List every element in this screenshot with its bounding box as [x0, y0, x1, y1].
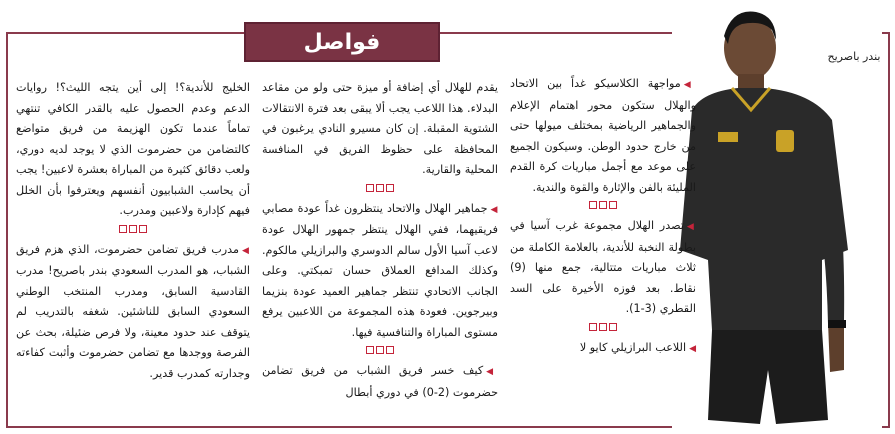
paragraph: [510, 216, 696, 320]
paragraph: [262, 78, 498, 181]
bullet-marker-icon: ◀: [490, 204, 498, 215]
column-right: [510, 74, 696, 359]
section-separator: [262, 183, 498, 197]
bullet-marker-icon: ◀: [689, 343, 696, 354]
paragraph-text: مدرب فريق تضامن حضرموت، الذي هزم فريق الشباب، هو المدرب السعودي بندر باصريح! مدرب القادسية السابق، ومدرب المنتخب الوطني السعودي السابق للناشئين. شغفه بالتدريب لم يتوقف عند حدود معينة، ولا فرص ضئيلة، بحث عن الفرصة ووجدها مع تضامن حضرموت وأثبت كفاءته وجدارته كمدرب قدير.: [16, 242, 250, 380]
bullet-marker-icon: ◀: [683, 80, 696, 90]
paragraph-text: تصدر الهلال مجموعة غرب آسيا في بطولة النخبة للأندية، بالعلامة الكاملة من ثلاث مباريات متتالية، جمع منها (9) نقاط. بعد فوزه الأخيرة على السد القطري (3-1).: [510, 219, 696, 315]
bullet-marker-icon: ◀: [686, 222, 696, 232]
paragraph-text: يقدم للهلال أي إضافة أو ميزة حتى ولو من مقاعد البدلاء. هذا اللاعب يجب ألا يبقى بعد فترة الانتقالات الشتوية المقبلة. إن كان مسيرو النادي يرغبون في المحافظة على حظوظ الفريق في المنافسة المحلية والقارية.: [262, 81, 498, 176]
coach-photo: [672, 0, 882, 434]
column-left: [16, 78, 250, 384]
paragraph: [16, 78, 250, 222]
bullet-marker-icon: ◀: [242, 245, 250, 256]
section-separator: [510, 200, 696, 214]
paragraph-text: جماهير الهلال والاتحاد ينتظرون غداً عودة مصابي فريقيهما، ففي الهلال ينتظر جمهور الهلال عودة لاعب آسيا الأول سالم الدوسري والبرازيلي مالكوم. وكذلك المدافع العملاق حسان تمبكتي. وعلى الجانب الاتحادي تنتظر جماهير العميد عودة بنزيما وبيرجوين. فعودة هذه المجموعة من اللاعبين يرفع مستوى المباراة والتنافسية فيها.: [262, 201, 498, 339]
paragraph: [262, 361, 498, 403]
paragraph: [16, 240, 250, 385]
paragraph-text: كيف خسر فريق الشباب من فريق تضامن حضرموت (2-0) في دوري أبطال: [262, 364, 498, 399]
paragraph-text: اللاعب البرازيلي كايو لا: [579, 340, 687, 354]
paragraph-text: الخليج للأندية؟! إلى أين يتجه الليث؟! روايات الدعم وعدم الحصول عليه بالقدر الكافي تنتهي تماماً عندما تكون الهزيمة من فريق متواضع كالتضامن من حضرموت الذي لا يوجد لديه دوري، ولعب دقائق كثيرة من المباراة بعشرة لاعبين! يجب أن يحاسب الشبابيون أنفسهم ويعترفوا بأن الخلل فيهم كإدارة ولاعبين ومدرب.: [16, 81, 250, 217]
section-separator: [16, 224, 250, 238]
paragraph: [510, 74, 696, 198]
paragraph: [510, 338, 696, 360]
photo-caption: بندر باصريح: [827, 50, 881, 63]
column-middle: [262, 78, 498, 403]
paragraph-text: مواجهة الكلاسيكو غداً بين الاتحاد والهلال ستكون محور اهتمام الإعلام والجماهير الرياضية بمختلف ميولها حتى من خارج حدود الوطن. وسيكون الجميع على موعد مع أجمل مباريات كرة القدم المليئة بالفن والإثارة والقوة والندية.: [510, 77, 696, 194]
page-title: فواصل: [244, 22, 440, 62]
bullet-marker-icon: ◀: [486, 367, 498, 377]
section-separator: [510, 322, 696, 336]
paragraph: [262, 199, 498, 344]
section-separator: [262, 345, 498, 359]
